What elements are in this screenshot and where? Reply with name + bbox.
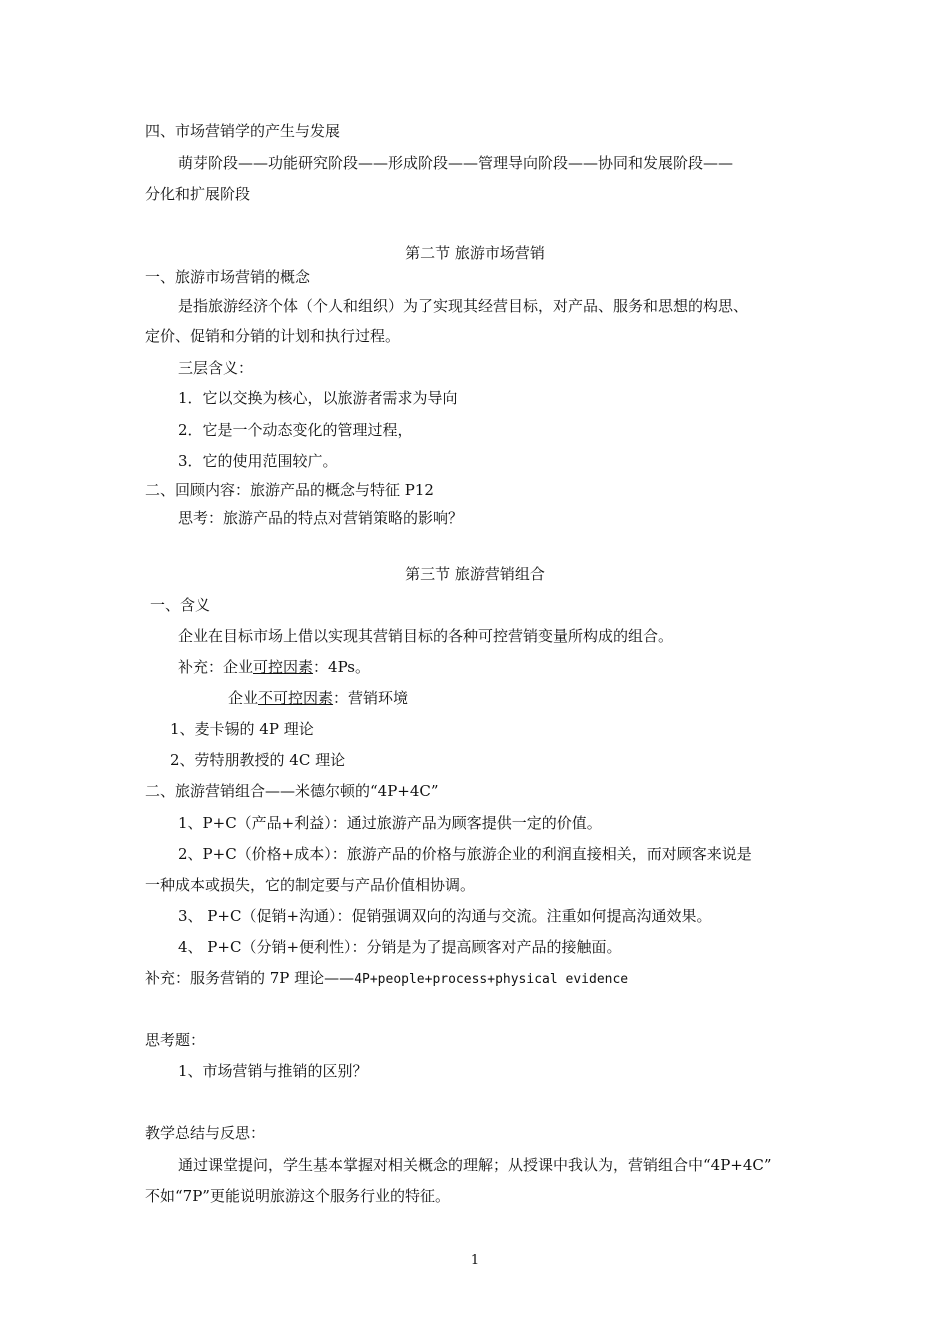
stage-line-1: 萌芽阶段——功能研究阶段——形成阶段——管理导向阶段——协同和发展阶段—— (178, 154, 734, 172)
s3-pc-2-line-1: 2、P+C（价格+成本）：旅游产品的价格与旅游企业的利润直接相关，而对顾客来说是 (178, 845, 752, 863)
s3-pc-1: 1、P+C（产品+利益）：通过旅游产品为顾客提供一定的价值。 (178, 814, 602, 832)
s3-pc-2-line-2: 一种成本或损失，它的制定要与产品价值相协调。 (145, 876, 476, 894)
s3-theory-4p: 1、麦卡锡的 4P 理论 (170, 720, 314, 738)
question-1: 1、市场营销与推销的区别？ (178, 1062, 368, 1080)
s3-pc-4: 4、 P+C（分销+便利性）：分销是为了提高顾客对产品的接触面。 (178, 938, 622, 956)
s3-supplement-controllable: 补充：企业可控因素：4Ps。 (178, 658, 370, 676)
s2-think: 思考：旅游产品的特点对营销策略的影响？ (178, 509, 464, 527)
s2-meaning-3: 3．它的使用范围较广。 (178, 452, 338, 470)
s3-heading-combination: 二、旅游营销组合——米德尔顿的“4P+4C” (145, 782, 439, 800)
s3-heading-meaning: 一、含义 (150, 596, 211, 614)
s3-supplement-7p: 补充：服务营销的 7P 理论——4P+people+process+physical evidence (145, 969, 629, 987)
s3-definition: 企业在目标市场上借以实现其营销目标的各种可控营销变量所构成的组合。 (178, 627, 674, 645)
s2-heading-review: 二、回顾内容：旅游产品的概念与特征 P12 (145, 481, 434, 499)
s2-meaning-1: 1．它以交换为核心，以旅游者需求为导向 (178, 389, 458, 407)
s2-definition-line-2: 定价、促销和分销的计划和执行过程。 (145, 327, 401, 345)
summary-line-1: 通过课堂提问，学生基本掌握对相关概念的理解；从授课中我认为，营销组合中“4P+4C” (178, 1156, 772, 1174)
s2-three-meanings: 三层含义： (178, 359, 254, 377)
stage-line-2: 分化和扩展阶段 (145, 185, 251, 203)
controllable-factors-underlined: 可控因素 (253, 658, 314, 676)
s3-pc-3: 3、 P+C（促销+沟通）：促销强调双向的沟通与交流。注重如何提高沟通效果。 (178, 907, 712, 925)
s3-theory-4c: 2、劳特朋教授的 4C 理论 (170, 751, 346, 769)
questions-heading: 思考题： (145, 1031, 206, 1049)
section-3-title: 第三节 旅游营销组合 (405, 565, 545, 583)
s2-heading-concept: 一、旅游市场营销的概念 (145, 268, 311, 286)
summary-line-2: 不如“7P”更能说明旅游这个服务行业的特征。 (145, 1187, 450, 1205)
s2-definition-line-1: 是指旅游经济个体（个人和组织）为了实现其经营目标，对产品、服务和思想的构思、 (178, 297, 749, 315)
s3-supplement-uncontrollable: 企业不可控因素：营销环境 (228, 689, 409, 707)
s2-meaning-2: 2．它是一个动态变化的管理过程， (178, 421, 413, 439)
page-number: 1 (470, 1253, 480, 1268)
uncontrollable-factors-underlined: 不可控因素 (258, 689, 334, 707)
summary-heading: 教学总结与反思： (145, 1124, 266, 1142)
section-heading-four: 四、市场营销学的产生与发展 (145, 122, 341, 140)
section-2-title: 第二节 旅游市场营销 (405, 244, 545, 262)
